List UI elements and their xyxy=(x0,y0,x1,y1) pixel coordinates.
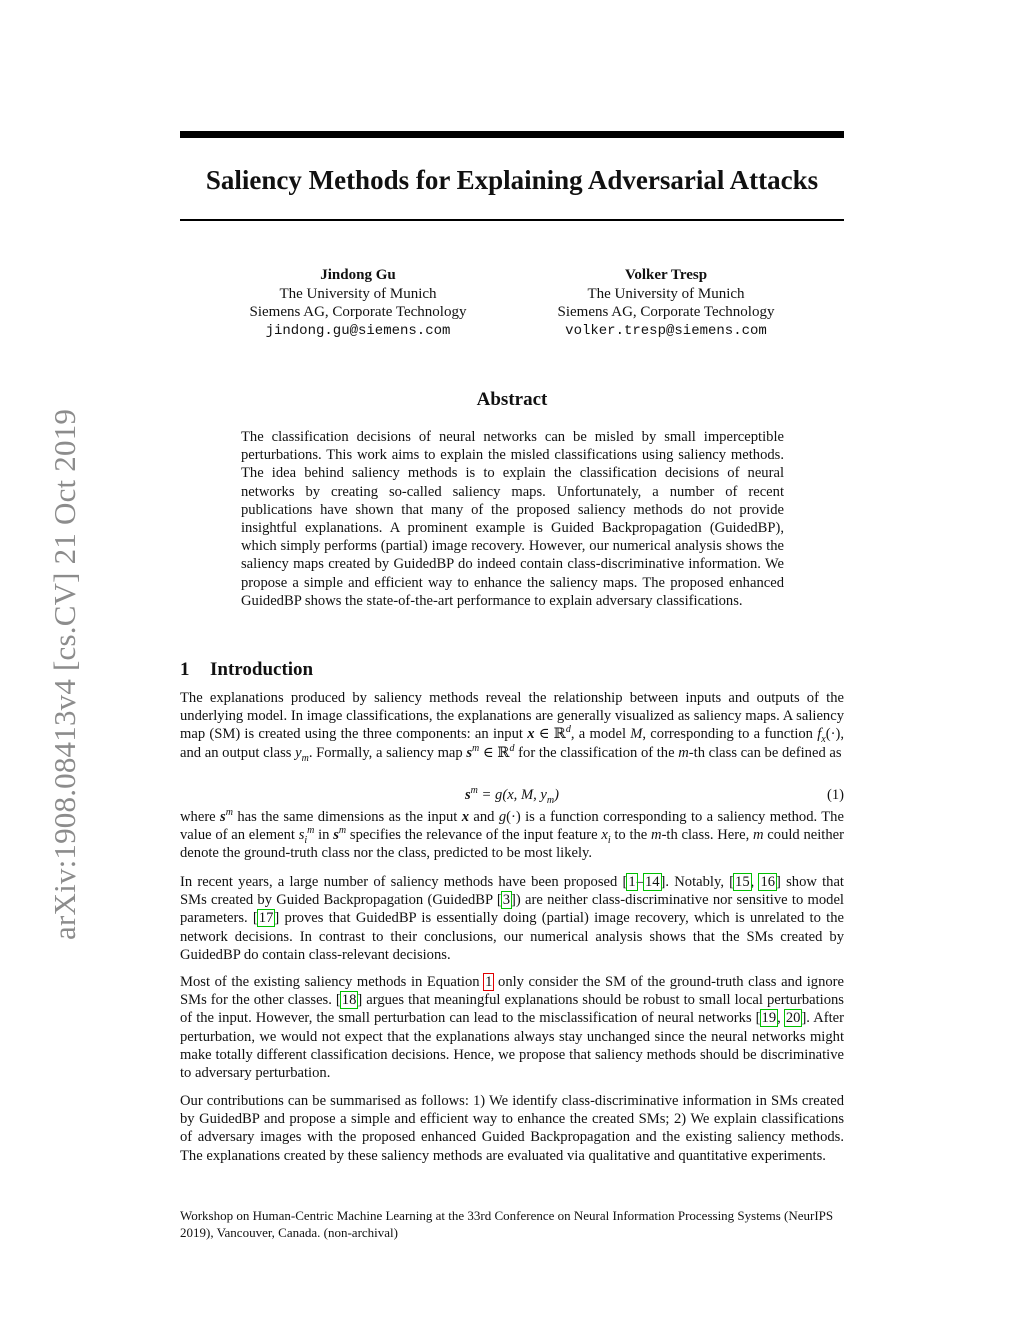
equation-reference-link[interactable]: 1 xyxy=(485,974,493,990)
citation-link[interactable]: 19 xyxy=(761,1010,777,1027)
citation-link[interactable]: 16 xyxy=(760,874,776,890)
author-email[interactable]: jindong.gu@siemens.com xyxy=(265,322,451,339)
paper-title: Saliency Methods for Explaining Adversarial Attacks xyxy=(205,165,819,195)
equation-1 xyxy=(180,787,844,807)
section-title: Introduction xyxy=(210,659,314,680)
section-heading xyxy=(180,658,313,682)
citation-link[interactable]: 1 xyxy=(628,874,636,890)
author-affiliation: The University of Munich xyxy=(279,285,437,302)
citation-link[interactable]: 17 xyxy=(258,910,274,927)
equation-expression: $s^m = g(x$, M, $y_m$) xyxy=(464,785,560,806)
equation-number: (1) xyxy=(826,787,844,803)
author-name: Jindong Gu xyxy=(320,267,396,283)
title-bottom-rule xyxy=(180,219,844,221)
citation-link[interactable]: 15 xyxy=(735,874,750,890)
citation-link[interactable]: 14 xyxy=(644,874,660,890)
abstract-heading: Abstract xyxy=(476,389,548,410)
title-top-rule xyxy=(180,131,844,138)
arxiv-sidebar-stamp: arXiv:1908.08413v4 [cs.CV] 21 Oct 2019 xyxy=(47,408,82,940)
citation-link[interactable]: 3 xyxy=(502,892,511,909)
author-affiliation: The University of Munich xyxy=(587,285,745,302)
author-affiliation: Siemens AG, Corporate Technology xyxy=(557,304,775,320)
author-name: Volker Tresp xyxy=(624,267,708,283)
citation-link[interactable]: 20 xyxy=(785,1010,801,1027)
paragraph-1: The explanations produced by saliency methods reveal the relationship between inputs and outputs of the underlying model. In image classifications, the explanations are generally visualized as saliency maps. A saliency map (SM) is created using the three components: an input x ∈ ℝ$^d$, a model M, corresponding to a function $f_x(\cdot)$, and an output class $y_m$. Formally, a saliency map $s^m$ ∈ ℝ$^d$ for the classification of the m-th class can be defined as xyxy=(180,690,844,764)
section-number: 1 xyxy=(180,659,190,680)
author-block-1 xyxy=(218,266,498,340)
footnote: Workshop on Human-Centric Machine Learning at the 33rd Conference on Neural Information Processing Systems (NeurIPS 2019), Vancouver, Canada. (non-archival) xyxy=(180,1208,834,1240)
abstract-text: The classification decisions of neural networks can be misled by small imperceptible perturbations. This work aims to explain the misled classifications using saliency methods. The idea behind saliency methods is to explain the classification decisions of neural networks by creating so-called saliency maps. Unfortunately, a number of recent publications have shown that many of the proposed saliency methods do not provide insightful explanations. A prominent example is Guided Backpropagation (GuidedBP), which simply performs (partial) image recovery. However, our numerical analysis shows the saliency maps created by GuidedBP do indeed contain class-discriminative information. We propose a simple and efficient way to enhance the saliency maps. The proposed enhanced GuidedBP shows the state-of-the-art performance to explain adversary classifications. xyxy=(241,429,784,609)
author-block-2 xyxy=(526,266,806,340)
paragraph-4: Most of the existing saliency methods in Equation 1 only consider the SM of the ground-truth class and ignore SMs for the other classes. [18] argues that meaningful explanations should be robust to small local perturbations of the input. However, the small perturbation can lead to the misclassification of neural networks [19, 20]. After perturbation, we would not expect that the explanations always stay unchanged since the neural networks might make totally different classification decisions. Hence, we propose that saliency methods should be discriminative to adversary perturbation. xyxy=(180,974,844,1082)
paragraph-3: In recent years, a large number of saliency methods have been proposed [1–14]. Notably, [15, 16] show that SMs created by Guided Backpropagation (GuidedBP [3]) are neither class-discriminative nor sensitive to model parameters. [17] proves that GuidedBP is essentially doing (partial) image recovery, which is unrelated to the network decisions. In contrast to their conclusions, our numerical analysis shows that the SMs created by GuidedBP do contain class-relevant decisions. xyxy=(180,874,844,963)
citation-link[interactable]: 18 xyxy=(341,992,357,1009)
paragraph-2: where $s^m$ has the same dimensions as the input x and g(·) is a function corresponding to a saliency method. The value of an element $s_i^m$ in $s^m$ specifies the relevance of the input feature $x_i$ to the m-th class. Here, m could neither denote the ground-truth class nor the class, predicted to be most likely. xyxy=(180,807,844,862)
author-email[interactable]: volker.tresp@siemens.com xyxy=(565,322,767,339)
author-affiliation: Siemens AG, Corporate Technology xyxy=(249,304,467,320)
paragraph-5: Our contributions can be summarised as follows: 1) We identify class-discriminative information in SMs created by GuidedBP and propose a simple and efficient way to enhance the created SMs; 2) We explain classifications of adversary images with the proposed enhanced Guided Backpropagation and the existing saliency methods. The explanations created by these saliency methods are evaluated via qualitative and quantitative experiments. xyxy=(180,1093,844,1164)
